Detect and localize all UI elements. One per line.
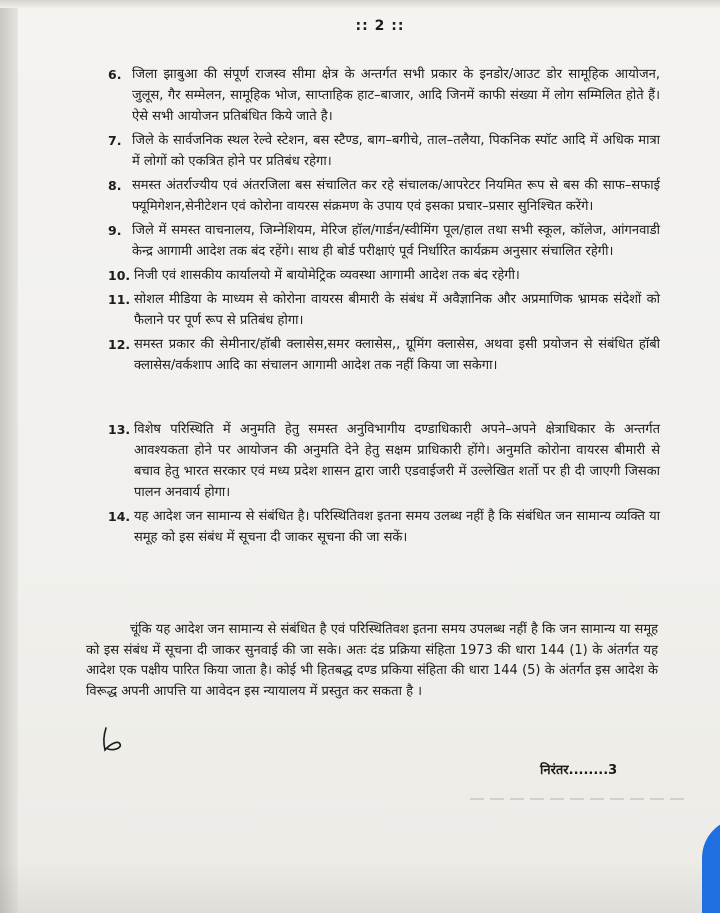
order-item-11 [108,289,660,331]
order-item-12 [108,334,660,376]
order-item-6 [108,64,660,127]
item-number: 11. [108,292,131,307]
item-number: 13. [108,422,131,437]
item-text: यह आदेश जन सामान्य से संबंधित है। परिस्थितिवश इतना समय उलब्ध नहीं है कि संबंधित जन सामान्य व्यक्ति या समूह को इस संबंध में सूचना दी जाकर सूचना की जा सकें। [134,509,660,545]
order-item-10 [108,265,660,286]
closing-paragraph: चूंकि यह आदेश जन सामान्य से संबंधित है एवं परिस्थितिवश इतना समय उपलब्ध नहीं है कि जन सामान्य या समूह को इस संबंध में सूचना दी जाकर सुनवाई की जा सके। अतः दंड प्रक्रिया संहिता 1973 की धारा 144 (1) के अंतर्गत यह आदेश एक पक्षीय पारित किया जाता है। कोई भी हितबद्ध दण्ड प्रकिया संहिता की धारा 144 (5) के अंतर्गत इस आदेश के विरूद्ध अपनी आपत्ति या आवेदन इस न्यायालय में प्रस्तुत कर सकता है । [86,622,658,699]
order-item-14 [108,506,660,548]
item-text: सोशल मीडिया के माध्यम से कोरोना वायरस बीमारी के संबंध में अवैज्ञानिक और अप्रमाणिक भ्रामक संदेशों को फैलाने पर पूर्ण रूप से प्रतिबंध होगा। [134,292,660,328]
item-number: 12. [108,337,131,352]
item-text: समस्त प्रकार की सेमीनार/हॉबी क्लासेस,समर क्लासेस,, ग्रूमिंग क्लासेस, अथवा इसी प्रयोजन से संबंधित हॉबी क्लासेस/वर्कशाप आदि का संचालन आगामी आदेश तक नहीं किया जा सकेगा। [134,337,660,373]
item-number: 9. [108,223,122,238]
item-number: 14. [108,509,131,524]
page-left-edge [0,0,18,913]
continuation-note: निरंतर........3 [540,763,618,778]
page-top-edge [0,0,720,8]
order-item-7 [108,130,660,172]
item-text: विशेष परिस्थिति में अनुमति हेतु समस्त अनुविभागीय दण्डाधिकारी अपने–अपने क्षेत्राधिकार के अन्तर्गत आवश्यकता होने पर आयोजन की अनुमति देने हेतु सक्षम प्राधिकारी होंगे। अनुमति कोरोना वायरस बीमारी से बचाव हेतु भारत सरकार एवं मध्य प्रदेश शासन द्वारा जारी एडवाईजरी में उल्लेखित शर्तो पर ही दी जाएगी जिसका पालन अनवार्य होगा। [134,422,660,500]
item-number: 6. [108,67,122,82]
bleed-through-marks [470,798,690,800]
order-item-8 [108,175,660,217]
item-text: जिले के सार्वजनिक स्थल रेल्वे स्टेशन, बस स्टैण्ड, बाग–बगीचे, ताल–तलैया, पिकनिक स्पॉट आदि में अधिक मात्रा में लोगों को एकत्रित होने पर प्रतिबंध रहेगा। [132,133,660,169]
item-text: जिला झाबुआ की संपूर्ण राजस्व सीमा क्षेत्र के अन्तर्गत सभी प्रकार के इनडोर/आउट डोर सामूहिक आयोजन, जुलूस, गैर सम्मेलन, सामूहिक भोज, साप्ताहिक हाट–बाजार, आदि जिनमें काफी संख्या में लोग सम्मिलित होते हैं। ऐसे सभी आयोजन प्रतिबंधित किये जाते है। [132,67,660,124]
handwritten-initial-mark [96,724,132,754]
item-number: 7. [108,133,122,148]
item-text: निजी एवं शासकीय कार्यालयो में बायोमेट्रिक व्यवस्था आगामी आदेश तक बंद रहेगी। [134,268,520,283]
page-number: :: 2 :: [355,18,405,34]
section-gap [112,379,660,419]
order-items-list [108,64,660,551]
item-text: समस्त अंतर्राज्यीय एवं अंतरजिला बस संचालित कर रहे संचालक/आपरेटर नियमित रूप से बस की साफ–सफाई फ्यूमिगेशन,सेनीटेशन एवं कोरोना वायरस संक्रमण के उपाय एवं इसका प्रचार–प्रसार सुनिश्चित करेंगे। [132,178,660,214]
item-text: जिले में समस्त वाचनालय, जिम्नेशियम, मेरिज हॉल/गार्डन/स्वीमिंग पूल/हाल तथा सभी स्कूल, कॉलेज, आंगनवाडी केन्द्र आगामी आदेश तक बंद रहेंगे। साथ ही बोर्ड परीक्षाएं पूर्व निर्धारित कार्यक्रम अनुसार संचालित रहेगी। [132,223,660,259]
blue-corner-object [702,818,720,913]
page-fold-shadow [0,860,720,913]
item-number: 8. [108,178,122,193]
item-number: 10. [108,268,131,283]
order-item-13 [108,419,660,503]
order-item-9 [108,220,660,262]
